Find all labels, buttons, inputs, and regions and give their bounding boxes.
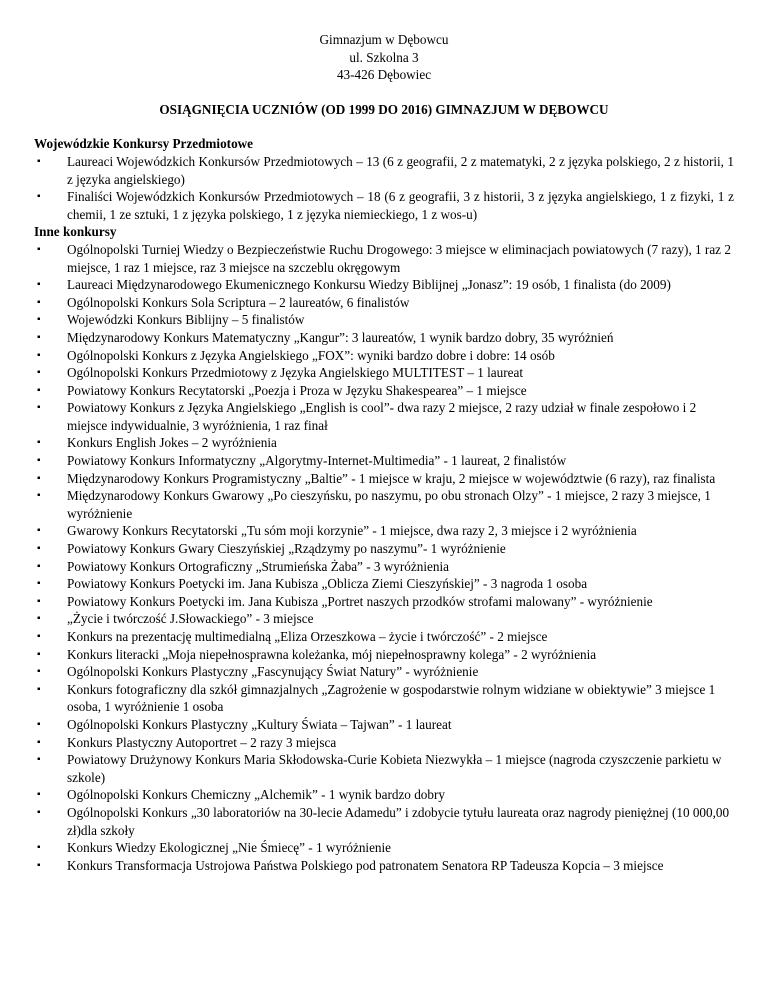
bullet-icon: ▪ xyxy=(37,525,41,537)
list-item xyxy=(34,487,734,522)
bullet-icon: ▪ xyxy=(37,718,41,730)
list-item xyxy=(34,470,734,488)
list-item-text: Powiatowy Drużynowy Konkurs Maria Skłodowska-Curie Kobieta Niezwykła – 1 miejsce (nagroda czyszczenie parkietu w szkole) xyxy=(67,752,722,785)
bullet-icon: ▪ xyxy=(37,279,41,291)
list-item-text: Laureaci Wojewódzkich Konkursów Przedmiotowych – 13 (6 z geografii, 2 z matematyki, 2 z języka polskiego, 2 z historii, 1 z języka angielskiego) xyxy=(67,153,734,187)
list-item-text: Ogólnopolski Konkurs z Języka Angielskiego „FOX”: wyniki bardzo dobre i dobre: 14 osób xyxy=(67,347,555,363)
list-item-text: Ogólnopolski Konkurs Chemiczny „Alchemik” - 1 wynik bardzo dobry xyxy=(67,787,445,803)
list-item-text: Międzynarodowy Konkurs Gwarowy „Po cieszyńsku, po naszymu, po obu stronach Olzy” - 1 miejsce, 2 razy 3 miejsce, 1 wyróżnienie xyxy=(67,488,711,521)
list-item xyxy=(34,153,734,188)
list-item xyxy=(34,434,734,452)
list-item xyxy=(34,593,734,611)
bullet-icon: ▪ xyxy=(37,243,41,255)
bullet-icon: ▪ xyxy=(37,402,41,414)
school-city: 43-426 Dębowiec xyxy=(336,67,432,83)
section-heading: Wojewódzkie Konkursy Przedmiotowe xyxy=(34,136,254,152)
list-item xyxy=(34,681,734,716)
bullet-icon: ▪ xyxy=(37,736,41,748)
bullet-icon: ▪ xyxy=(37,349,41,361)
list-item-text: Ogólnopolski Konkurs Plastyczny „Fascynujący Świat Natury” - wyróżnienie xyxy=(67,664,479,680)
list-item-text: Finaliści Wojewódzkich Konkursów Przedmiotowych – 18 (6 z geografii, 3 z historii, 3 z języka angielskiego, 1 z fizyki, 1 z chemii, 1 ze sztuki, 1 z języka polskiego, 1 z języka niemieckiego, 1 z wos-u) xyxy=(67,189,734,222)
list-item xyxy=(34,347,734,365)
list-item xyxy=(34,188,734,223)
list-item xyxy=(34,382,734,400)
list-item-text: Międzynarodowy Konkurs Matematyczny „Kangur”: 3 laureatów, 1 wynik bardzo dobry, 35 wyróżnień xyxy=(67,329,614,345)
list-item xyxy=(34,329,734,347)
bullet-icon: ▪ xyxy=(37,472,41,484)
list-item-text: Konkurs Transformacja Ustrojowa Państwa Polskiego pod patronatem Senatora RP Tadeusza Kopcia – 3 miejsce xyxy=(67,857,664,873)
list-item xyxy=(34,540,734,558)
list-item-text: Konkurs na prezentację multimedialną „Eliza Orzeszkowa – życie i twórczość” - 2 miejsce xyxy=(67,629,548,644)
list-item-text: Ogólnopolski Konkurs Plastyczny „Kultury Świata – Tajwan” - 1 laureat xyxy=(67,716,452,732)
list-item xyxy=(34,575,734,593)
list-item xyxy=(34,734,734,752)
list-item-text: Konkurs fotograficzny dla szkół gimnazjalnych „Zagrożenie w gospodarstwie rolnym widziane w obiektywie” 3 miejsce 1 osoba, 1 wyróżnienie 1 osoba xyxy=(67,681,716,715)
list-item xyxy=(34,276,734,294)
list-item xyxy=(34,452,734,470)
bullet-icon: ▪ xyxy=(37,155,41,167)
bullet-icon: ▪ xyxy=(37,191,41,203)
bullet-icon: ▪ xyxy=(37,455,41,467)
bullet-icon: ▪ xyxy=(37,296,41,308)
list-item-text: Powiatowy Konkurs z Języka Angielskiego „English is cool”- dwa razy 2 miejsce, 2 razy udział w finale zespołowo i 2 miejsce indywidualnie, 3 wyróżnienia, 1 raz finał xyxy=(67,400,697,433)
list-item-text: Konkurs Plastyczny Autoportret – 2 razy 3 miejsca xyxy=(67,734,337,750)
bullet-icon: ▪ xyxy=(37,613,41,625)
list-item-text: Laureaci Międzynarodowego Ekumenicznego Konkursu Wiedzy Biblijnej „Jonasz”: 19 osób, 1 finalista (do 2009) xyxy=(67,277,671,293)
list-item xyxy=(34,646,734,664)
document-page xyxy=(34,31,734,874)
school-street: ul. Szkolna 3 xyxy=(349,49,419,65)
bullet-icon: ▪ xyxy=(37,754,41,766)
bullet-icon: ▪ xyxy=(37,578,41,590)
list-item-text: Powiatowy Konkurs Gwary Cieszyńskiej „Rządzymy po naszymu”- 1 wyróżnienie xyxy=(67,541,506,557)
list-item xyxy=(34,558,734,576)
document-title: OSIĄGNIĘCIA UCZNIÓW (OD 1999 DO 2016) GIMNAZJUM W DĘBOWCU xyxy=(159,101,609,117)
bullet-icon: ▪ xyxy=(37,683,41,695)
list-item-text: Gwarowy Konkurs Recytatorski „Tu sóm moji korzynie” - 1 miejsce, dwa razy 2, 3 miejsce i 2 wyróżnienia xyxy=(67,523,637,539)
section-regional-contests xyxy=(34,135,734,223)
list-item xyxy=(34,522,734,540)
bullet-icon: ▪ xyxy=(37,631,41,642)
list-item-text: Powiatowy Konkurs Poetycki im. Jana Kubisza „Portret naszych przodków strofami malowany” - wyróżnienie xyxy=(67,593,653,609)
list-item-text: Powiatowy Konkurs Informatyczny „Algorytmy-Internet-Multimedia” - 1 laureat, 2 finalistów xyxy=(67,453,567,469)
bullet-icon: ▪ xyxy=(37,490,41,502)
list-item-text: Powiatowy Konkurs Ortograficzny „Strumieńska Żaba” - 3 wyróżnienia xyxy=(67,558,449,574)
list-item xyxy=(34,716,734,734)
list-item-text: „Życie i twórczość J.Słowackiego” - 3 miejsce xyxy=(67,611,314,627)
list-item-text: Ogólnopolski Turniej Wiedzy o Bezpieczeństwie Ruchu Drogowego: 3 miejsce w eliminacjach powiatowych (7 razy), 1 raz 2 miejsce, 1 raz 1 miejsce, raz 3 miejsce na szczeblu okręgowym xyxy=(67,241,731,275)
list-item xyxy=(34,364,734,382)
bullet-icon: ▪ xyxy=(37,648,41,660)
list-item xyxy=(34,610,734,628)
list-item xyxy=(34,311,734,329)
bullet-icon: ▪ xyxy=(37,560,41,572)
list-item-text: Konkurs English Jokes – 2 wyróżnienia xyxy=(67,435,277,451)
list-item-text: Ogólnopolski Konkurs Przedmiotowy z Języka Angielskiego MULTITEST – 1 laureat xyxy=(67,365,524,381)
bullet-icon: ▪ xyxy=(37,595,41,607)
list-item-text: Wojewódzki Konkurs Biblijny – 5 finalistów xyxy=(67,312,305,328)
list-item xyxy=(34,399,734,434)
list-item xyxy=(34,857,734,875)
list-item xyxy=(34,241,734,276)
list-item xyxy=(34,839,734,857)
bullet-icon: ▪ xyxy=(37,806,41,818)
list-item xyxy=(34,663,734,681)
bullet-icon: ▪ xyxy=(37,437,41,449)
list-item-text: Powiatowy Konkurs Poetycki im. Jana Kubisza „Oblicza Ziemi Cieszyńskiej” - 3 nagroda 1 osoba xyxy=(67,576,588,592)
bullet-icon: ▪ xyxy=(37,384,41,396)
bullet-icon: ▪ xyxy=(37,314,41,326)
section-other-contests xyxy=(34,223,734,874)
school-name: Gimnazjum w Dębowcu xyxy=(319,32,449,47)
bullet-icon: ▪ xyxy=(37,859,41,871)
list-item xyxy=(34,751,734,786)
school-header xyxy=(34,31,734,84)
section-heading: Inne konkursy xyxy=(34,224,117,240)
achievement-list xyxy=(34,241,734,874)
list-item-text: Powiatowy Konkurs Recytatorski „Poezja i Proza w Języku Shakespearea” – 1 miejsce xyxy=(67,382,527,398)
bullet-icon: ▪ xyxy=(37,331,41,343)
list-item xyxy=(34,804,734,839)
list-item-text: Międzynarodowy Konkurs Programistyczny „Baltie” - 1 miejsce w kraju, 2 miejsce w województwie (6 razy), raz finalista xyxy=(67,470,716,486)
list-item xyxy=(34,294,734,312)
bullet-icon: ▪ xyxy=(37,842,41,854)
achievement-list xyxy=(34,153,734,223)
list-item-text: Konkurs literacki „Moja niepełnosprawna koleżanka, mój niepełnosprawny kolega” - 2 wyróżnienia xyxy=(67,646,597,662)
bullet-icon: ▪ xyxy=(37,666,41,678)
list-item xyxy=(34,628,734,646)
list-item-text: Ogólnopolski Konkurs Sola Scriptura – 2 laureatów, 6 finalistów xyxy=(67,294,410,310)
bullet-icon: ▪ xyxy=(37,543,41,555)
list-item xyxy=(34,786,734,804)
bullet-icon: ▪ xyxy=(37,367,41,379)
list-item-text: Konkurs Wiedzy Ekologicznej „Nie Śmiecę” - 1 wyróżnienie xyxy=(67,840,392,856)
bullet-icon: ▪ xyxy=(37,789,41,801)
list-item-text: Ogólnopolski Konkurs „30 laboratoriów na 30-lecie Adamedu” i zdobycie tytułu laureata oraz nagrody pieniężnej (10 000,00 zł)dla szkoły xyxy=(67,804,730,838)
